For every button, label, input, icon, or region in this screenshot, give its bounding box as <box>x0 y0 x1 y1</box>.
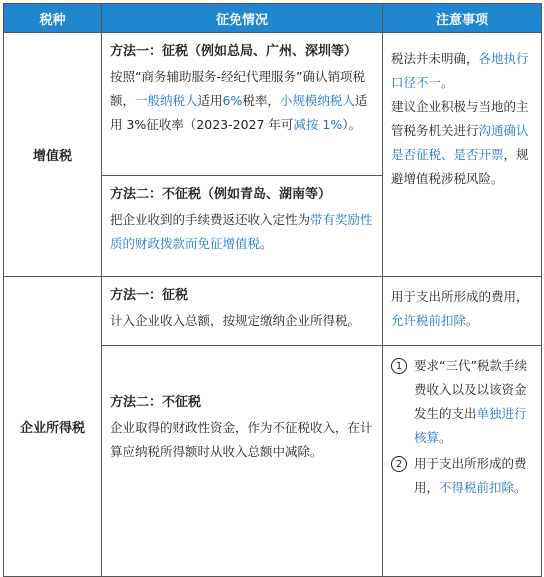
cit-note1-cell <box>383 277 542 346</box>
vat-note-para2: 建议企业积极与当地的主管税务机关进行沟通确认是否征税、是否开票，规避增值税涉税风险。 <box>391 99 529 186</box>
highlight-confirm: 沟通确认是否征税、是否开票 <box>391 123 529 162</box>
vat-method2-cell <box>102 176 383 277</box>
vat-note-para1: 税法并未明确，各地执行口径不一。 <box>391 51 529 90</box>
highlight-rate: 6% <box>222 93 243 108</box>
highlight-deductible: 允许税前扣除 <box>391 313 467 328</box>
highlight-fiscal-grant: 带有奖励性质的财政拨款而免征增值税 <box>110 212 373 251</box>
highlight-small-scale: 小规模纳税人 <box>279 93 355 108</box>
cit-note-item-1 <box>391 354 533 450</box>
cit-method1-title: 方法一：征税 <box>110 288 189 303</box>
cit-method1-text: 计入企业收入总额，按规定缴纳企业所得税。 <box>110 313 361 328</box>
cit-method1-cell <box>102 277 383 346</box>
cit-method2-cell <box>102 346 383 577</box>
vat-method1-text: 按照“商务辅助服务-经纪代理服务”确认销项税额，一般纳税人适用6%税率，小规模纳税人适用 3%征收率（2023-2027 年可减按 1%）。 <box>110 69 368 132</box>
cit-row-method1 <box>4 277 542 346</box>
vat-method2-title: 方法二：不征税（例如青岛、湖南等） <box>110 187 332 202</box>
header-row <box>4 4 542 33</box>
vat-row-method1 <box>4 33 542 176</box>
cit-note1-text: 用于支出所形成的费用，允许税前扣除。 <box>391 289 529 328</box>
header-tax-type: 税种 <box>4 4 102 33</box>
vat-method2-text: 把企业收到的手续费返还收入定性为带有奖励性质的财政拨款而免征增值税。 <box>110 212 373 251</box>
circled-number-1: 1 <box>391 358 407 374</box>
cit-label: 企业所得税 <box>4 277 102 577</box>
tax-comparison-table <box>3 3 542 577</box>
highlight-not-deductible: 不得税前扣除 <box>439 480 515 495</box>
vat-label: 增值税 <box>4 33 102 277</box>
cit-note-item-2-text: 用于支出所形成的费用，不得税前扣除。 <box>414 456 527 495</box>
header-notes: 注意事项 <box>383 4 542 33</box>
highlight-inconsistent: 各地执行口径不一 <box>391 51 529 90</box>
vat-method1-title: 方法一：征税（例如总局、广州、深圳等） <box>110 44 358 59</box>
highlight-general-taxpayer: 一般纳税人 <box>135 93 198 108</box>
cit-method2-text: 企业取得的财政性资金，作为不征税收入，在计算应纳税所得额时从收入总额中减除。 <box>110 420 373 459</box>
vat-notes-cell <box>383 33 542 277</box>
cit-method2-title: 方法二：不征税 <box>110 395 202 410</box>
header-treatment: 征免情况 <box>102 4 383 33</box>
highlight-separate-accounting: 单独进行核算 <box>414 406 527 445</box>
cit-note-item-1-text: 要求“三代”税款手续费收入以及以该资金发生的支出单独进行核算。 <box>414 358 527 445</box>
vat-method1-cell <box>102 33 383 176</box>
cit-note2-cell <box>383 346 542 577</box>
highlight-reduced-rate: 减按 1% <box>293 117 343 132</box>
circled-number-2: 2 <box>391 456 407 472</box>
cit-note-item-2 <box>391 452 533 500</box>
